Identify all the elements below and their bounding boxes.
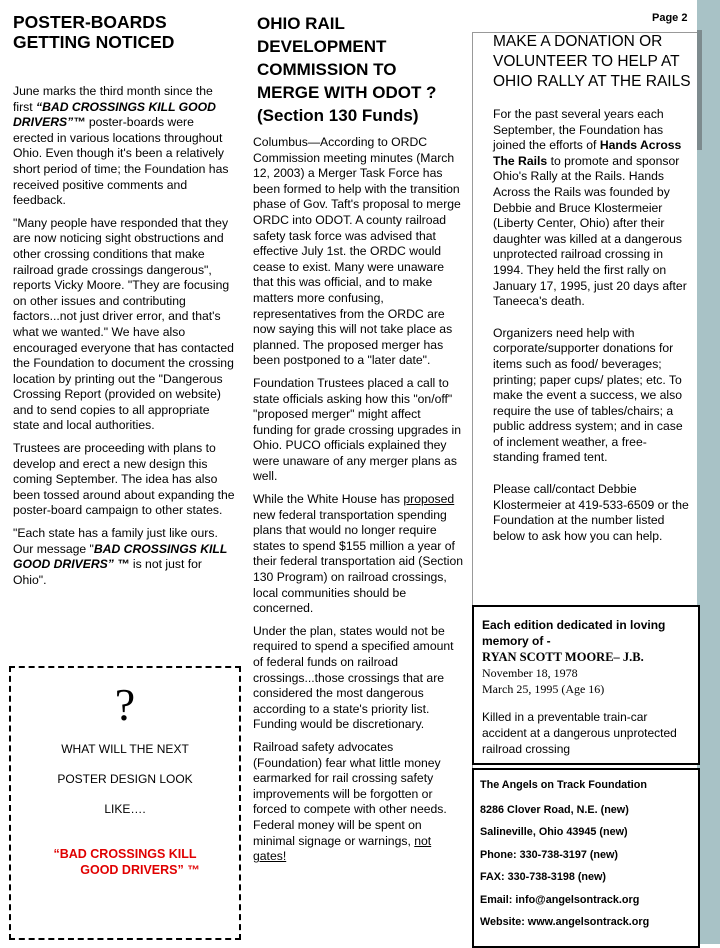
street-address: 8286 Clover Road, N.E. (new) [480, 803, 629, 816]
article-heading: POSTER-BOARDS GETTING NOTICED [13, 12, 175, 52]
phone-number: Phone: 330-738-3197 (new) [480, 848, 619, 861]
page-number: Page 2 [652, 12, 688, 24]
article-heading: OHIO RAIL DEVELOPMENT COMMISSION TO MERGE WITH ODOT ? (Section 130 Funds) [257, 14, 437, 125]
article-poster-boards [13, 12, 235, 595]
paragraph: Railroad safety advocates (Foundation) fear what little money earmarked for rail crossing safety improvements will be forgotten or forced to compete with other needs. Federal money will be spent on minimal signage or warnings, not gates! [253, 739, 447, 864]
paragraph: Please call/contact Debbie Klostermeier at 419-533-6509 or the Foundation at the number listed below to ask how you can help. [493, 482, 689, 543]
paragraph: Organizers need help with corporate/supporter donations for items such as food/ beverages; printing; paper cups/ plates; etc. To make the event a success, we also require the use of tables/chairs; a public address system; and in case of inclement weather, a free-standing framed tent. [493, 325, 683, 465]
birth-date: November 18, 1978 [482, 666, 578, 680]
poster-question-text: WHAT WILL THE NEXT POSTER DESIGN LOOK LIKE…. [57, 742, 193, 816]
email-link[interactable]: Email: info@angelsontrack.org [480, 893, 640, 906]
paragraph: Under the plan, states would not be required to spend a specified amount of federal funds on railroad crossings...those crossings that are considered the most dangerous according to a state's priority list. Funding would be discretionary. [253, 623, 454, 732]
paragraph: Trustees are proceeding with plans to develop and erect a new design this coming September. The idea has also been tossed around about expanding the poster-board campaign to other states. [13, 441, 235, 518]
article-ordc-merger [253, 12, 463, 872]
fax-number: FAX: 330-738-3198 (new) [480, 871, 607, 883]
slogan: “BAD CROSSINGS KILL GOOD DRIVERS”™ [13, 99, 216, 130]
poster-slogan: “BAD CROSSINGS KILL GOOD DRIVERS” ™ [53, 847, 200, 877]
dedication-line: Each edition dedicated in loving memory of - [482, 618, 666, 648]
death-date: March 25, 1995 (Age 16) [482, 682, 605, 696]
poster-teaser-box [9, 666, 241, 940]
article-donation-rally [493, 32, 691, 551]
paragraph: June marks the third month since the first “BAD CROSSINGS KILL GOOD DRIVERS”™ poster-boards were erected in various locations throughout Ohio. Even though it's been a relatively short period of time; the Foundation has received positive comments and feedback. [13, 84, 229, 208]
website-link[interactable]: Website: www.angelsontrack.org [480, 916, 650, 928]
city-address: Salineville, Ohio 43945 (new) [480, 826, 628, 838]
slogan: BAD CROSSINGS KILL GOOD DRIVERS” ™ [13, 541, 228, 572]
paragraph: Columbus—According to ORDC Commission meeting minutes (March 12, 2003) a Merger Task Force has been formed to help with the transition phase of Gov. Taft's proposal to merge ORDC into ODOT. A county railroad safety task force was advised that effective July 1st. the ORDC would cease to exist. Many were unaware that this was official, and to make matters more confusing, representatives from the ORDC are now saying this will not take place as planned. The proposed merger has been postponed to a "later date". [253, 135, 461, 368]
paragraph: "Each state has a family just like ours. Our message "BAD CROSSINGS KILL GOOD DRIVERS” ™ is not just for Ohio". [13, 526, 228, 587]
paragraph: While the White House has proposed new federal transportation spending plans that would no longer require states to spend $155 million a year of their federal transportation aid (Section 130 Program) on railroad crossings, local communities should be concerned. [253, 492, 464, 616]
scrollbar-thumb[interactable] [697, 30, 702, 150]
organization-name: The Angels on Track Foundation [480, 779, 647, 791]
memorial-note: Killed in a preventable train-car accident at a dangerous unprotected railroad crossing [482, 710, 677, 756]
question-mark: ? [114, 679, 136, 730]
memorial-name: RYAN SCOTT MOORE– J.B. [482, 650, 644, 664]
memorial-box [472, 605, 700, 765]
article-heading: MAKE A DONATION OR VOLUNTEER TO HELP AT OHIO RALLY AT THE RAILS [493, 33, 691, 90]
paragraph: For the past several years each September, the Foundation has joined the efforts of Hands Across The Rails to promote and sponsor Ohio's Rally at the Rails. Hands Across the Rails was founded by Debbie and Bruce Klostermeier (Liberty Center, Ohio) after their daughter was killed at a dangerous unprotected railroad crossing in 1994. They held the first rally on January 17, 1995, just 20 days after Taneeca's death. [493, 107, 687, 309]
contact-box [472, 768, 700, 948]
paragraph: "Many people have responded that they are now noticing sight obstructions and other crossing conditions that make railroad grade crossings dangerous", reports Vicky Moore. "They are focusing on other issues and contributing factors...not just driver error, and that's what we wanted." We have also encouraged everyone that has contacted the Foundation to document the crossing location by printing out the "Dangerous Crossing Report (provided on website) and to send copies to all appropriate state and local authorities. [13, 215, 234, 433]
paragraph: Foundation Trustees placed a call to state officials asking how this "on/off" "proposed merger" might affect funding for grade crossing upgrades in Ohio. PUCO officials explained they were unaware of any merger plans as well. [253, 375, 461, 484]
